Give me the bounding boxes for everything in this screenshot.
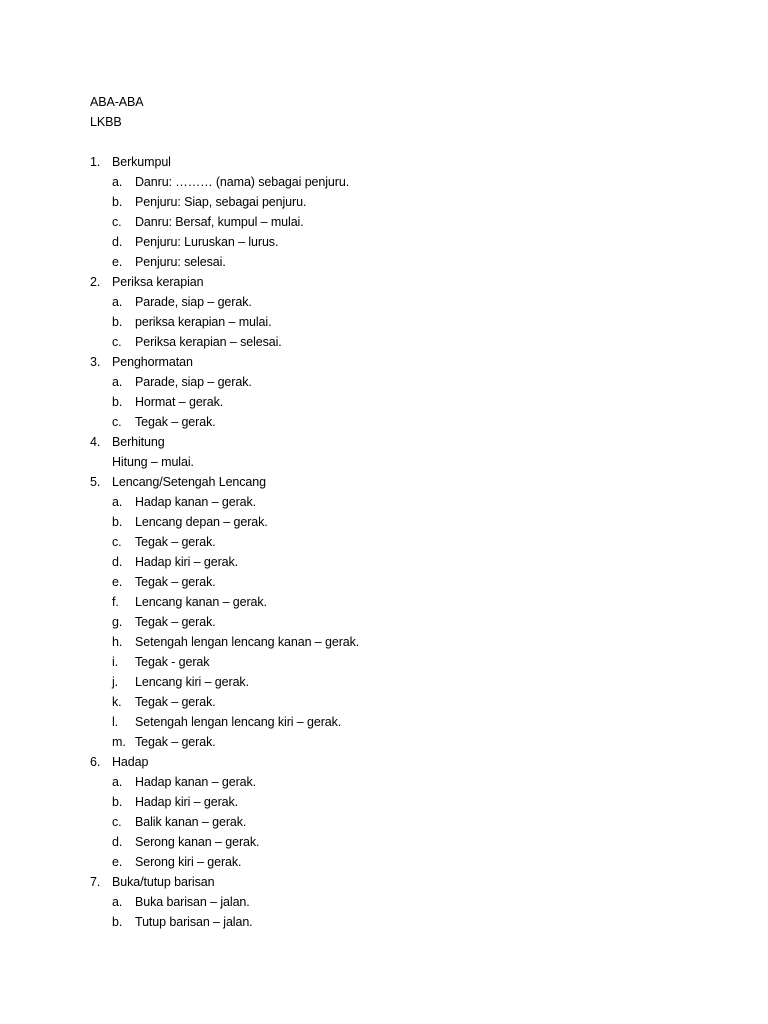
item-text: Hormat – gerak. <box>135 395 224 409</box>
list-item <box>90 672 710 692</box>
item-text: Tegak – gerak. <box>135 735 216 749</box>
list-item <box>90 912 710 932</box>
item-letter: c. <box>112 415 122 429</box>
item-letter: j. <box>112 675 119 689</box>
item-letter: c. <box>112 535 122 549</box>
item-letter: b. <box>112 395 123 409</box>
item-letter: a. <box>112 375 123 389</box>
item-text: Tegak – gerak. <box>135 695 216 709</box>
item-letter: e. <box>112 255 123 269</box>
item-letter: a. <box>112 775 123 789</box>
item-text: Setengah lengan lencang kiri – gerak. <box>135 715 342 729</box>
list-item <box>90 212 710 232</box>
list-item <box>90 372 710 392</box>
list-item <box>90 792 710 812</box>
item-letter: h. <box>112 635 123 649</box>
item-text: Parade, siap – gerak. <box>135 295 252 309</box>
list-item <box>90 292 710 312</box>
item-text: Tutup barisan – jalan. <box>135 915 253 929</box>
section-subtext: Hitung – mulai. <box>112 455 194 469</box>
section-number: 1. <box>90 155 101 169</box>
item-text: Tegak – gerak. <box>135 535 216 549</box>
list-item <box>90 412 710 432</box>
list-item <box>90 892 710 912</box>
list-item <box>90 192 710 212</box>
document-body <box>90 92 710 932</box>
item-letter: d. <box>112 555 123 569</box>
list-section-heading <box>90 272 710 292</box>
list-item <box>90 532 710 552</box>
list-item <box>90 392 710 412</box>
blank-line <box>90 132 710 152</box>
item-text: Hadap kiri – gerak. <box>135 555 239 569</box>
document-heading-2 <box>90 112 710 132</box>
list-item <box>90 852 710 872</box>
section-subtext-line <box>90 452 710 472</box>
list-item <box>90 552 710 572</box>
item-text: Penjuru: Siap, sebagai penjuru. <box>135 195 307 209</box>
heading-1-text: ABA-ABA <box>90 95 144 109</box>
section-number: 2. <box>90 275 101 289</box>
list-item <box>90 692 710 712</box>
list-section-heading <box>90 752 710 772</box>
list-section-heading <box>90 472 710 492</box>
item-text: Periksa kerapian – selesai. <box>135 335 282 349</box>
numbered-list <box>90 152 710 932</box>
item-text: Lencang kiri – gerak. <box>135 675 249 689</box>
list-item <box>90 512 710 532</box>
list-item <box>90 812 710 832</box>
item-letter: e. <box>112 855 123 869</box>
item-letter: b. <box>112 915 123 929</box>
item-letter: c. <box>112 335 122 349</box>
item-text: Penjuru: Luruskan – lurus. <box>135 235 279 249</box>
list-item <box>90 252 710 272</box>
item-letter: a. <box>112 895 123 909</box>
item-text: Hadap kanan – gerak. <box>135 775 257 789</box>
list-item <box>90 492 710 512</box>
item-text: Penjuru: selesai. <box>135 255 226 269</box>
item-text: Lencang kanan – gerak. <box>135 595 267 609</box>
item-text: Balik kanan – gerak. <box>135 815 247 829</box>
item-text: periksa kerapian – mulai. <box>135 315 272 329</box>
section-number: 5. <box>90 475 101 489</box>
item-text: Tegak – gerak. <box>135 415 216 429</box>
section-title: Hadap <box>112 755 149 769</box>
item-text: Serong kiri – gerak. <box>135 855 242 869</box>
section-title: Berhitung <box>112 435 165 449</box>
item-letter: b. <box>112 515 123 529</box>
list-item <box>90 332 710 352</box>
section-number: 6. <box>90 755 101 769</box>
item-text: Buka barisan – jalan. <box>135 895 250 909</box>
item-letter: a. <box>112 175 123 189</box>
item-text: Danru: ……… (nama) sebagai penjuru. <box>135 175 350 189</box>
item-letter: c. <box>112 815 122 829</box>
item-text: Tegak – gerak. <box>135 575 216 589</box>
section-number: 7. <box>90 875 101 889</box>
item-letter: a. <box>112 495 123 509</box>
item-letter: l. <box>112 715 119 729</box>
item-letter: i. <box>112 655 119 669</box>
item-text: Danru: Bersaf, kumpul – mulai. <box>135 215 304 229</box>
item-text: Hadap kiri – gerak. <box>135 795 239 809</box>
item-letter: d. <box>112 235 123 249</box>
list-section-heading <box>90 432 710 452</box>
document-heading-1 <box>90 92 710 112</box>
item-text: Setengah lengan lencang kanan – gerak. <box>135 635 360 649</box>
item-text: Parade, siap – gerak. <box>135 375 252 389</box>
item-text: Tegak - gerak <box>135 655 210 669</box>
list-item <box>90 712 710 732</box>
item-letter: k. <box>112 695 122 709</box>
section-title: Penghormatan <box>112 355 193 369</box>
item-letter: d. <box>112 835 123 849</box>
item-text: Lencang depan – gerak. <box>135 515 268 529</box>
item-text: Tegak – gerak. <box>135 615 216 629</box>
list-section-heading <box>90 872 710 892</box>
section-number: 3. <box>90 355 101 369</box>
list-item <box>90 652 710 672</box>
section-title: Periksa kerapian <box>112 275 204 289</box>
list-item <box>90 232 710 252</box>
item-letter: e. <box>112 575 123 589</box>
item-letter: b. <box>112 795 123 809</box>
item-text: Serong kanan – gerak. <box>135 835 260 849</box>
list-item <box>90 312 710 332</box>
section-title: Buka/tutup barisan <box>112 875 215 889</box>
list-item <box>90 572 710 592</box>
item-letter: g. <box>112 615 123 629</box>
list-section-heading <box>90 152 710 172</box>
section-title: Lencang/Setengah Lencang <box>112 475 266 489</box>
item-letter: c. <box>112 215 122 229</box>
list-item <box>90 172 710 192</box>
list-item <box>90 772 710 792</box>
list-item <box>90 732 710 752</box>
item-letter: a. <box>112 295 123 309</box>
item-letter: b. <box>112 195 123 209</box>
item-text: Hadap kanan – gerak. <box>135 495 257 509</box>
list-item <box>90 632 710 652</box>
item-letter: m. <box>112 735 126 749</box>
item-letter: f. <box>112 595 119 609</box>
list-item <box>90 612 710 632</box>
heading-2-text: LKBB <box>90 115 122 129</box>
section-number: 4. <box>90 435 101 449</box>
list-section-heading <box>90 352 710 372</box>
list-item <box>90 592 710 612</box>
list-item <box>90 832 710 852</box>
item-letter: b. <box>112 315 123 329</box>
section-title: Berkumpul <box>112 155 171 169</box>
